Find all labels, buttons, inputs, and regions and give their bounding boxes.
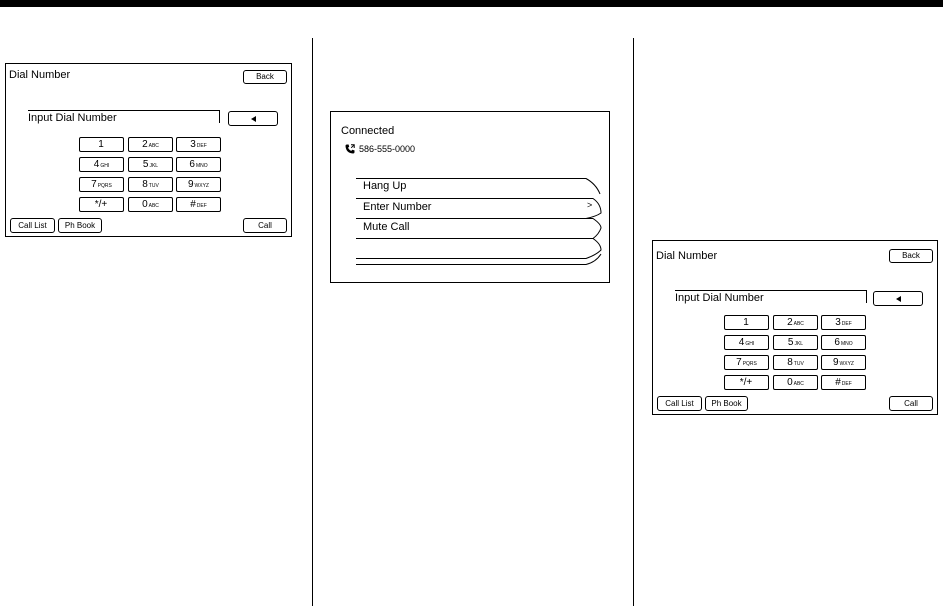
column-divider-left bbox=[312, 38, 313, 606]
key-letters: WXYZ bbox=[194, 182, 209, 189]
key-letters: DEF bbox=[196, 202, 207, 209]
key-letters: ABC bbox=[793, 380, 804, 387]
key-2[interactable] bbox=[773, 315, 818, 330]
backspace-arrow-icon bbox=[896, 296, 901, 302]
key-3[interactable] bbox=[821, 315, 866, 330]
key-digit: 5 bbox=[787, 337, 794, 348]
key-letters: DEF bbox=[841, 380, 852, 387]
key-7[interactable] bbox=[724, 355, 769, 370]
key-digit: 2 bbox=[142, 139, 148, 150]
key-digit: 6 bbox=[834, 337, 840, 348]
key-star-plus[interactable] bbox=[724, 375, 769, 390]
backspace-arrow-icon bbox=[251, 116, 256, 122]
key-digit: */+ bbox=[739, 377, 753, 388]
key-digit: */+ bbox=[94, 199, 108, 210]
input-label: Input Dial Number bbox=[675, 292, 764, 304]
call-status: Connected bbox=[341, 125, 395, 137]
key-5[interactable] bbox=[128, 157, 173, 172]
key-letters: ABC bbox=[148, 202, 159, 209]
key-digit: 1 bbox=[98, 139, 104, 150]
back-button[interactable]: Back bbox=[243, 70, 287, 84]
key-letters: GHI bbox=[745, 340, 755, 347]
backspace-button[interactable] bbox=[228, 111, 278, 126]
chevron-right-icon: > bbox=[587, 200, 593, 210]
header-rule bbox=[0, 0, 943, 7]
key-8[interactable] bbox=[128, 177, 173, 192]
call-list-button[interactable]: Call List bbox=[10, 218, 55, 233]
ph-book-button[interactable]: Ph Book bbox=[705, 396, 748, 411]
key-digit: # bbox=[190, 199, 196, 210]
key-4[interactable] bbox=[724, 335, 769, 350]
key-digit: 8 bbox=[142, 179, 148, 190]
call-list-button[interactable]: Call List bbox=[657, 396, 702, 411]
key-letters: MNO bbox=[195, 162, 208, 169]
ph-book-button[interactable]: Ph Book bbox=[58, 218, 102, 233]
key-3[interactable] bbox=[176, 137, 221, 152]
dial-number-screen bbox=[652, 240, 938, 415]
key-digit: 3 bbox=[835, 317, 841, 328]
key-digit: # bbox=[835, 377, 841, 388]
dial-number-input[interactable] bbox=[28, 110, 220, 123]
key-0[interactable] bbox=[128, 197, 173, 212]
key-letters: WXYZ bbox=[839, 360, 854, 367]
key-letters: JKL bbox=[149, 162, 159, 169]
key-digit: 0 bbox=[787, 377, 793, 388]
key-letters: PQRS bbox=[97, 182, 112, 189]
key-digit: 5 bbox=[142, 159, 149, 170]
key-letters: ABC bbox=[793, 320, 804, 327]
key-1[interactable] bbox=[724, 315, 769, 330]
phone-number: 586-555-0000 bbox=[359, 144, 416, 154]
key-6[interactable] bbox=[821, 335, 866, 350]
key-9[interactable] bbox=[821, 355, 866, 370]
key-8[interactable] bbox=[773, 355, 818, 370]
key-digit: 3 bbox=[190, 139, 196, 150]
key-4[interactable] bbox=[79, 157, 124, 172]
dial-number-input[interactable] bbox=[675, 290, 867, 303]
key-0[interactable] bbox=[773, 375, 818, 390]
call-button[interactable]: Call bbox=[889, 396, 933, 411]
mute-call-item[interactable]: Mute Call bbox=[363, 221, 410, 233]
key-digit: 9 bbox=[832, 357, 839, 368]
connected-screen bbox=[330, 111, 610, 283]
screen-title: Dial Number bbox=[656, 250, 718, 262]
key-digit: 9 bbox=[187, 179, 194, 190]
key-digit: 7 bbox=[91, 179, 97, 190]
key-digit: 1 bbox=[743, 317, 749, 328]
key-letters: DEF bbox=[196, 142, 207, 149]
key-digit: 6 bbox=[189, 159, 195, 170]
dial-number-screen bbox=[5, 63, 292, 237]
key-letters: TUV bbox=[148, 182, 159, 189]
key-9[interactable] bbox=[176, 177, 221, 192]
key-7[interactable] bbox=[79, 177, 124, 192]
empty-menu-item[interactable] bbox=[363, 259, 593, 265]
input-label: Input Dial Number bbox=[28, 112, 117, 124]
column-divider-right bbox=[633, 38, 634, 606]
back-button[interactable]: Back bbox=[889, 249, 933, 263]
key-digit: 4 bbox=[93, 159, 100, 170]
hang-up-item[interactable]: Hang Up bbox=[363, 180, 407, 192]
key-digit: 4 bbox=[738, 337, 745, 348]
key-digit: 8 bbox=[787, 357, 793, 368]
key-letters: PQRS bbox=[742, 360, 757, 367]
empty-menu-item[interactable] bbox=[363, 241, 593, 257]
backspace-button[interactable] bbox=[873, 291, 923, 306]
key-6[interactable] bbox=[176, 157, 221, 172]
key-letters: DEF bbox=[841, 320, 852, 327]
key-digit: 0 bbox=[142, 199, 148, 210]
key-2[interactable] bbox=[128, 137, 173, 152]
key-letters: JKL bbox=[794, 340, 804, 347]
key-letters: MNO bbox=[840, 340, 853, 347]
key-digit: 2 bbox=[787, 317, 793, 328]
enter-number-item[interactable]: Enter Number bbox=[363, 201, 432, 213]
key-hash[interactable] bbox=[821, 375, 866, 390]
key-letters: GHI bbox=[100, 162, 110, 169]
key-1[interactable] bbox=[79, 137, 124, 152]
key-letters: ABC bbox=[148, 142, 159, 149]
call-button[interactable]: Call bbox=[243, 218, 287, 233]
key-digit: 7 bbox=[736, 357, 742, 368]
screen-title: Dial Number bbox=[9, 69, 71, 81]
key-hash[interactable] bbox=[176, 197, 221, 212]
key-5[interactable] bbox=[773, 335, 818, 350]
key-letters: TUV bbox=[793, 360, 804, 367]
key-star-plus[interactable] bbox=[79, 197, 124, 212]
